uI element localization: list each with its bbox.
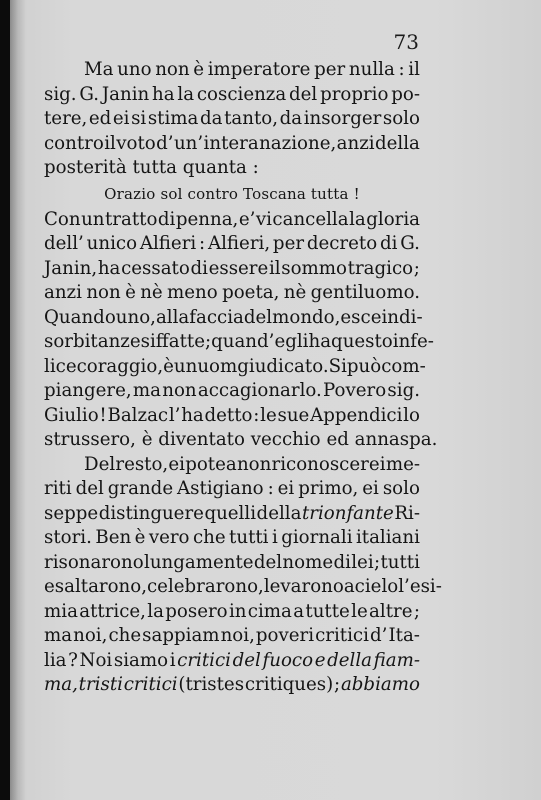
word: questo xyxy=(331,331,393,352)
word: Quando xyxy=(44,306,116,328)
word: fuoco xyxy=(262,649,314,671)
word: la xyxy=(349,208,366,230)
word: lungamente xyxy=(144,551,254,573)
text-line xyxy=(44,257,420,282)
word: è xyxy=(163,355,174,377)
word: posterità xyxy=(44,157,127,178)
word: annaspa. xyxy=(354,429,438,450)
word: levarono xyxy=(263,576,344,597)
word: lei xyxy=(351,551,374,573)
word: un xyxy=(173,355,198,377)
word: per xyxy=(272,233,305,254)
word: gloria xyxy=(366,208,420,230)
text-line xyxy=(44,232,420,257)
word: Alfieri xyxy=(139,233,197,254)
word: la xyxy=(147,600,164,622)
word: ma xyxy=(44,625,73,646)
text-line xyxy=(44,379,420,404)
word: da xyxy=(200,108,223,129)
word: il xyxy=(268,257,281,279)
word: cielo xyxy=(354,576,399,597)
word: in xyxy=(228,600,247,622)
word: sappiam xyxy=(142,625,220,646)
book-page xyxy=(10,0,541,800)
word: tanto, xyxy=(224,108,278,129)
page-body-text xyxy=(44,58,442,698)
word: nulla xyxy=(348,59,395,80)
word: ! xyxy=(99,404,107,426)
word: critiques) xyxy=(244,674,334,695)
text-line xyxy=(44,404,420,429)
word: ha xyxy=(308,331,332,352)
word: : xyxy=(253,404,260,426)
word: giudicato. xyxy=(237,355,329,377)
word: nome xyxy=(282,551,334,573)
text-line xyxy=(44,156,420,181)
word: e xyxy=(314,649,326,671)
word: di xyxy=(190,257,208,279)
word: della xyxy=(327,649,372,671)
word: riti xyxy=(44,478,72,499)
word: esaltarono, xyxy=(44,576,147,597)
word: mondo, xyxy=(272,306,341,328)
word: : xyxy=(252,157,259,178)
word: gentiluomo. xyxy=(310,282,420,303)
word: primo, xyxy=(298,478,359,499)
word: tristi xyxy=(78,674,123,695)
text-line xyxy=(44,83,420,108)
word: lia xyxy=(44,649,67,671)
word: G. xyxy=(400,233,420,254)
word: Giulio xyxy=(44,404,99,426)
word: anzi xyxy=(44,282,82,303)
word: strussero, xyxy=(44,429,136,450)
text-line xyxy=(44,330,434,355)
word: unico xyxy=(86,233,138,254)
word: Povero xyxy=(323,380,387,401)
word: voto xyxy=(116,132,156,154)
word: è xyxy=(141,429,153,450)
page-spine-shadow xyxy=(10,0,26,800)
page-number: 73 xyxy=(393,30,419,54)
text-line xyxy=(44,600,420,625)
word: Del xyxy=(84,453,116,475)
word: stima xyxy=(147,108,199,129)
word: egli xyxy=(274,331,309,352)
word: critici xyxy=(177,649,231,671)
text-line xyxy=(44,428,438,453)
word: che xyxy=(108,625,142,646)
word: tutta xyxy=(132,157,177,178)
word: poveri xyxy=(255,625,315,646)
word: quand’ xyxy=(211,331,275,352)
text-line xyxy=(44,306,423,331)
word: tutti xyxy=(380,551,420,573)
word: potea xyxy=(185,453,237,475)
word: tere, xyxy=(44,108,88,129)
text-line xyxy=(44,575,442,600)
word: le xyxy=(351,600,368,622)
text-line xyxy=(44,502,420,527)
word: sig. xyxy=(44,83,77,105)
word: l’esi- xyxy=(398,576,442,597)
word: non xyxy=(236,453,272,475)
word: risonarono xyxy=(44,551,144,573)
word: essere xyxy=(208,257,269,279)
word: noi, xyxy=(73,625,108,646)
word: si xyxy=(131,108,147,129)
word: tratto xyxy=(105,208,158,230)
word: stori. xyxy=(44,527,92,548)
word: del xyxy=(243,306,273,328)
word: detto xyxy=(204,404,253,426)
word: Si xyxy=(328,355,347,377)
text-line xyxy=(44,355,426,380)
text-line xyxy=(44,208,420,233)
word: Astigiano xyxy=(177,478,264,499)
word: trionfante xyxy=(301,502,394,524)
word: lo xyxy=(403,404,420,426)
word: ; xyxy=(373,551,381,573)
word: G. xyxy=(79,83,100,105)
word: che xyxy=(192,527,226,548)
word: d’ xyxy=(369,625,388,646)
word: l’ xyxy=(168,404,181,426)
word: cancella xyxy=(272,208,349,230)
word: non xyxy=(162,380,197,401)
word: penna, xyxy=(175,208,239,230)
word: un xyxy=(81,208,105,230)
quotation-line xyxy=(44,181,420,208)
word: a xyxy=(293,600,305,622)
word: di xyxy=(157,208,176,230)
word: posero xyxy=(165,600,228,622)
word: com- xyxy=(381,355,426,377)
word: lice xyxy=(44,355,77,377)
word: alla xyxy=(155,306,190,328)
word: del xyxy=(232,649,261,671)
word: Janin xyxy=(101,83,150,105)
word: attrice, xyxy=(79,600,146,622)
word: ha xyxy=(152,83,175,105)
word: il xyxy=(408,59,420,80)
word: tragico xyxy=(347,257,414,279)
word: ? xyxy=(68,649,78,671)
word: uno xyxy=(117,59,152,80)
word: siamo xyxy=(113,649,169,671)
word: esce xyxy=(340,306,382,328)
word: diventato xyxy=(158,429,245,450)
text-line xyxy=(44,132,420,157)
word: vi xyxy=(255,208,272,230)
word: la xyxy=(177,83,195,105)
word: seppe xyxy=(44,502,99,524)
word: riconoscere xyxy=(271,453,380,475)
word: meno xyxy=(167,282,218,303)
word: (tristes xyxy=(178,674,245,695)
word: ma xyxy=(132,380,161,401)
word: un’ xyxy=(173,132,204,154)
text-line xyxy=(44,58,420,83)
word: insorger xyxy=(303,108,382,129)
word: celebrarono, xyxy=(147,576,264,597)
word: siffatte; xyxy=(140,331,212,352)
word: giornali xyxy=(281,527,353,548)
word: i xyxy=(379,453,386,475)
word: non xyxy=(155,59,190,80)
word: del xyxy=(75,478,104,499)
word: intera xyxy=(203,132,259,154)
word: : xyxy=(267,478,274,499)
word: accagionarlo. xyxy=(197,380,322,401)
word: cima xyxy=(247,600,292,622)
word: il xyxy=(104,132,116,154)
word: proprio xyxy=(320,83,389,105)
word: Ri- xyxy=(394,502,420,524)
word: : xyxy=(398,59,405,80)
word: sig. xyxy=(387,380,420,401)
word: italiani xyxy=(355,527,420,548)
word: poeta, xyxy=(222,282,280,303)
word: piangere, xyxy=(44,380,132,401)
quote-text: Orazio sol contro Toscana tutta ! xyxy=(104,184,360,203)
text-line xyxy=(44,551,420,576)
word: tutte xyxy=(305,600,350,622)
word: ; xyxy=(334,674,341,695)
word: uno, xyxy=(115,306,156,328)
word: ; xyxy=(413,600,420,622)
word: ed xyxy=(88,108,112,129)
word: ma, xyxy=(44,674,78,695)
word: d’ xyxy=(156,132,174,154)
word: grande xyxy=(107,478,174,499)
word: i xyxy=(169,649,176,671)
word: quanta xyxy=(182,157,247,178)
word: può xyxy=(346,355,382,377)
text-line xyxy=(44,526,420,551)
word: noi, xyxy=(220,625,255,646)
word: solo xyxy=(382,108,420,129)
word: solo xyxy=(382,478,420,499)
word: ei xyxy=(168,453,186,475)
word: infe- xyxy=(392,331,434,352)
word: della xyxy=(375,132,420,154)
word: sommo xyxy=(281,257,347,279)
word: fiam- xyxy=(373,649,420,671)
text-line xyxy=(44,477,420,502)
word: imperatore xyxy=(207,59,311,80)
word: Janin, xyxy=(44,257,98,279)
word: dell’ xyxy=(44,233,84,254)
word: faccia xyxy=(189,306,244,328)
word: Noi xyxy=(79,649,113,671)
text-line xyxy=(44,673,420,698)
word: cessato xyxy=(121,257,190,279)
word: anzi xyxy=(336,132,375,154)
word: le xyxy=(260,404,277,426)
text-line xyxy=(44,624,420,649)
word: Ben xyxy=(95,527,132,548)
word: sorbitanze xyxy=(44,331,141,352)
word: po- xyxy=(391,83,420,105)
word: coscienza xyxy=(196,83,287,105)
word: e’ xyxy=(238,208,256,230)
word: contro xyxy=(44,132,104,154)
word: in xyxy=(381,306,399,328)
word: della xyxy=(256,502,302,524)
word: di- xyxy=(399,306,423,328)
word: è xyxy=(134,527,146,548)
text-line xyxy=(44,107,420,132)
word: a xyxy=(343,576,355,597)
word: Ma xyxy=(84,59,114,80)
word: critici xyxy=(315,625,369,646)
word: decreto xyxy=(306,233,378,254)
word: ei xyxy=(112,108,130,129)
word: è xyxy=(193,59,205,80)
word: sue xyxy=(277,404,310,426)
word: abbiamo xyxy=(340,674,420,695)
word: ei xyxy=(277,478,295,499)
word: vecchio xyxy=(250,429,321,450)
word: distinguere xyxy=(98,502,204,524)
word: ; xyxy=(413,257,420,279)
word: di xyxy=(379,233,398,254)
word: nè xyxy=(283,282,307,303)
word: non xyxy=(86,282,121,303)
word: da xyxy=(279,108,303,129)
word: nazione, xyxy=(259,132,337,154)
word: Appendici xyxy=(310,404,403,426)
word: nè xyxy=(140,282,163,303)
word: Con xyxy=(44,208,81,230)
word: del xyxy=(289,83,318,105)
word: per xyxy=(314,59,346,80)
word: è xyxy=(125,282,136,303)
word: ha xyxy=(97,257,121,279)
word: Ita- xyxy=(388,625,420,646)
word: coraggio, xyxy=(76,355,164,377)
word: resto, xyxy=(115,453,169,475)
text-line xyxy=(44,453,420,478)
word: ed xyxy=(326,429,349,450)
text-line xyxy=(44,281,420,306)
word: : xyxy=(199,233,206,254)
word: critici xyxy=(123,674,178,695)
text-line xyxy=(44,649,420,674)
word: mia xyxy=(44,600,78,622)
word: del xyxy=(253,551,283,573)
word: ei xyxy=(362,478,379,499)
word: altre xyxy=(369,600,413,622)
word: ha xyxy=(181,404,204,426)
word: quelli xyxy=(204,502,257,524)
word: Alfieri, xyxy=(207,233,271,254)
word: Balzac xyxy=(107,404,169,426)
word: i xyxy=(271,527,278,548)
word: di xyxy=(333,551,351,573)
word: me- xyxy=(385,453,420,475)
word: uom xyxy=(197,355,238,377)
word: vero xyxy=(148,527,190,548)
word: tutti xyxy=(229,527,269,548)
